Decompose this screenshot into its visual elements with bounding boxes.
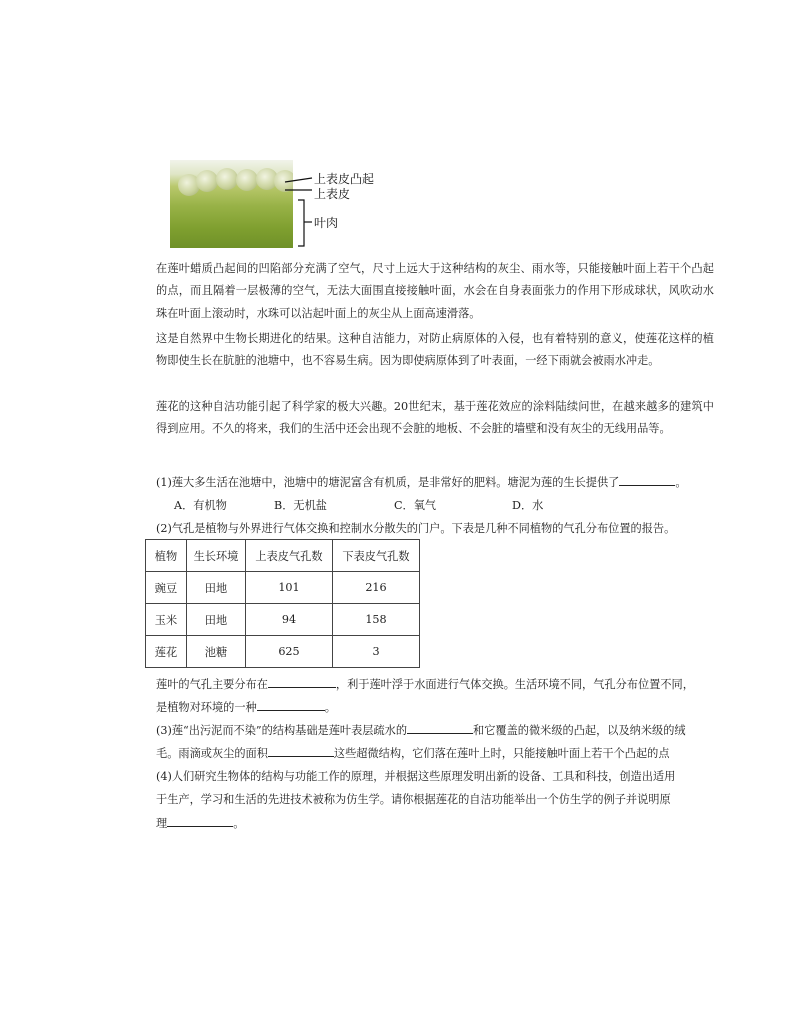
table-row — [146, 636, 420, 668]
table-header-cell: 上表皮气孔数 — [246, 540, 333, 572]
label-upper-epidermis: 上表皮 — [314, 187, 351, 201]
answer-blank[interactable] — [257, 698, 325, 711]
question-3-text: 和它覆盖的微米级的凸起，以及纳米级的绒 — [473, 724, 686, 737]
question-1-options — [174, 497, 572, 513]
question-2-stem: (2)气孔是植物与外界进行气体交换和控制水分散失的门户。下表是几种不同植物的气孔分布位置的报告。 — [156, 522, 676, 535]
table-cell: 田地 — [187, 604, 246, 636]
question-2-text: ，利于莲叶浮于水面进行气体交换。生活环境不同，气孔分布位置不同， — [335, 678, 694, 691]
table-cell: 158 — [333, 604, 420, 636]
period: 。 — [233, 817, 245, 830]
question-3-text: (3)莲“出污泥而不染”的结构基础是莲叶表层疏水的 — [156, 724, 408, 737]
table-cell: 豌豆 — [146, 572, 187, 604]
table-header-row — [146, 540, 420, 572]
table-cell: 池糖 — [187, 636, 246, 668]
leaf-cross-section-figure — [170, 160, 400, 252]
answer-blank[interactable] — [407, 721, 473, 734]
answer-blank[interactable] — [268, 675, 336, 688]
passage-paragraph-2: 这是自然界中生物长期进化的结果。这种自洁能力，对防止病原体的入侵，也有着特别的意义，使莲花这样的植物即使生长在肮脏的池塘中，也不容易生病。因为即使病原体到了叶表面，一经下雨就会被雨水冲走。 — [156, 332, 714, 368]
question-1-text: (1)莲大多生活在池塘中，池塘中的塘泥富含有机质，是非常好的肥料。塘泥为莲的生长提供了 — [156, 476, 620, 489]
question-1-stem — [156, 473, 687, 490]
passage-paragraph-1: 在莲叶蜡质凸起间的凹陷部分充满了空气，尺寸上远大于这种结构的灰尘、雨水等，只能接触叶面上若干个凸起的点，而且隔着一层极薄的空气，无法大面围直接接触叶面，水会在自身表面张力的作用下形成球状，风吹动水珠在叶面上滚动时，水珠可以沾起叶面上的灰尘从上面高速滑落。 — [156, 262, 714, 320]
table-cell: 216 — [333, 572, 420, 604]
table-header-cell: 生长环境 — [187, 540, 246, 572]
table-row — [146, 572, 420, 604]
passage-paragraph-3: 莲花的这种自洁功能引起了科学家的极大兴趣。20世纪末，基于莲花效应的涂料陆续问世，在越来越多的建筑中得到应用。不久的将来，我们的生活中还会出现不会脏的地板、不会脏的墙壁和没有灰尘的无线用品等。 — [156, 400, 714, 436]
question-3-line-1 — [156, 721, 686, 738]
table-cell: 田地 — [187, 572, 246, 604]
question-2-followup-line-2 — [156, 698, 336, 715]
table-header-cell: 植物 — [146, 540, 187, 572]
period: 。 — [675, 476, 687, 489]
question-3-line-2 — [156, 744, 670, 761]
question-4-text: 理 — [156, 817, 168, 830]
table-cell: 莲花 — [146, 636, 187, 668]
table-cell: 101 — [246, 572, 333, 604]
table-cell: 625 — [246, 636, 333, 668]
answer-blank[interactable] — [167, 814, 233, 827]
stomata-table — [145, 539, 420, 668]
question-3-text: 毛。雨滴或灰尘的面积 — [156, 747, 268, 760]
question-2-text: 莲叶的气孔主要分布在 — [156, 678, 268, 691]
table-cell: 玉米 — [146, 604, 187, 636]
answer-blank[interactable] — [619, 473, 675, 486]
period: 。 — [324, 701, 336, 714]
label-mesophyll: 叶肉 — [314, 216, 339, 230]
question-4-line-2: 于生产，学习和生活的先进技术被称为仿生学。请你根据莲花的自洁功能举出一个仿生学的例子并说明原 — [156, 793, 671, 806]
question-2-followup-line-1 — [156, 675, 694, 692]
table-cell: 94 — [246, 604, 333, 636]
question-2-text: 是植物对环境的一种 — [156, 701, 257, 714]
answer-blank[interactable] — [268, 744, 334, 757]
option-c[interactable]: C．氧气 — [394, 499, 437, 512]
table-header-cell: 下表皮气孔数 — [333, 540, 420, 572]
option-d[interactable]: D．水 — [512, 499, 544, 512]
table-cell: 3 — [333, 636, 420, 668]
option-a[interactable]: A．有机物 — [174, 499, 227, 512]
question-3-text: 这些超微结构，它们落在莲叶上时，只能接触叶面上若干个凸起的点 — [333, 747, 670, 760]
label-upper-epidermis-bump: 上表皮凸起 — [314, 172, 375, 186]
question-4-line-1: (4)人们研究生物体的结构与功能工作的原理，并根据这些原理发明出新的设备、工具和科技，创造出适用 — [156, 770, 676, 783]
option-b[interactable]: B．无机盐 — [274, 499, 327, 512]
question-4-line-3 — [156, 814, 244, 831]
table-row — [146, 604, 420, 636]
